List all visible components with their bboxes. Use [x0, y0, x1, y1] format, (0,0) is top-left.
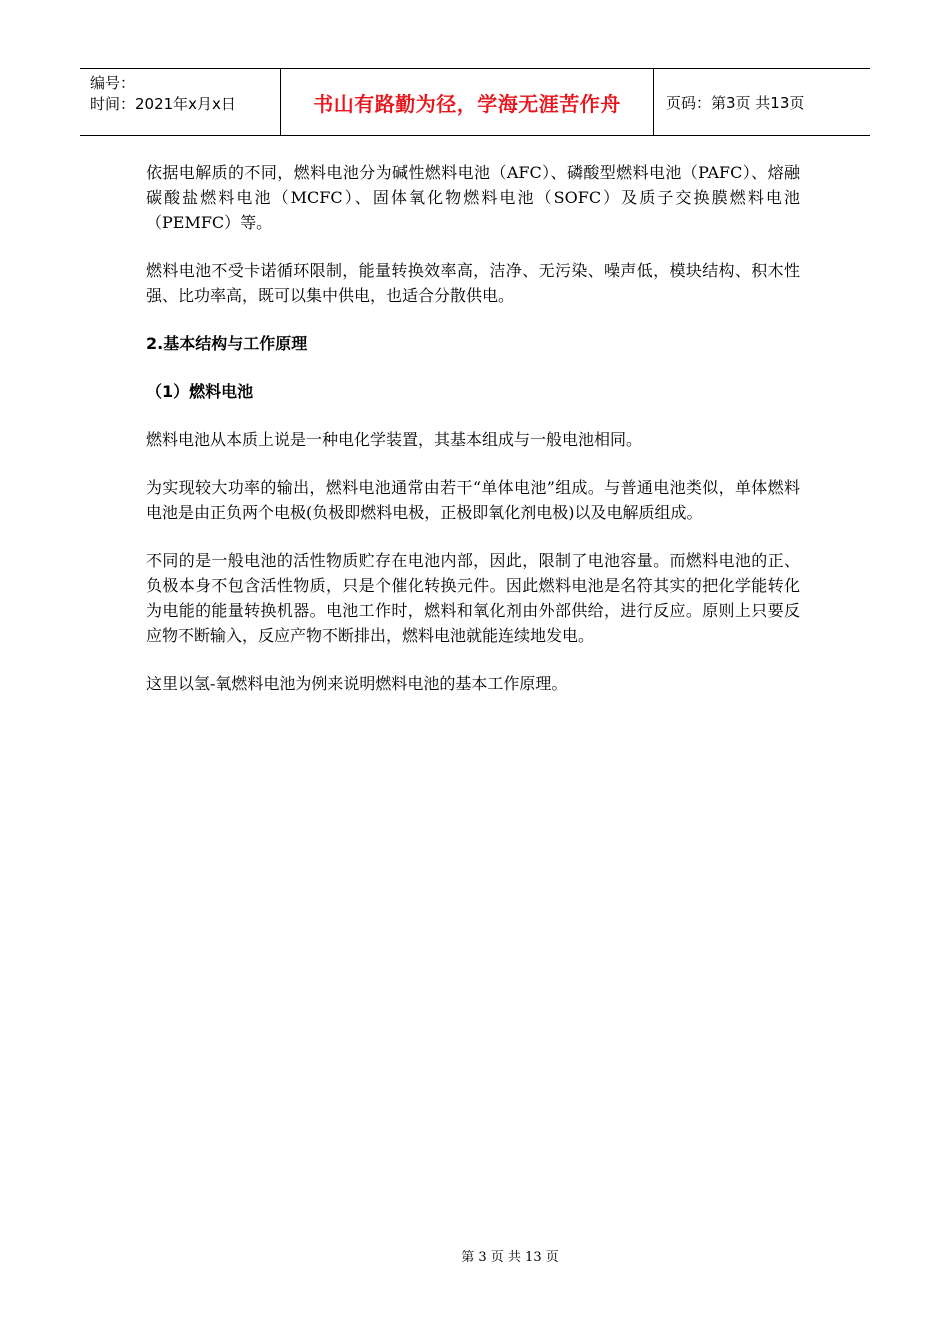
- header-meta-cell: [80, 69, 281, 135]
- document-time-label: 时间：2021年x月x日: [90, 95, 236, 113]
- section-heading: 2.基本结构与工作原理: [146, 334, 308, 353]
- sub-heading: （1）燃料电池: [146, 382, 254, 401]
- document-header: [80, 68, 870, 136]
- paragraph-example: 这里以氢-氧燃料电池为例来说明燃料电池的基本工作原理。: [146, 674, 568, 693]
- header-page-info: 页码：第3页 共13页: [666, 93, 805, 112]
- paragraph-electrolyte-types: 依据电解质的不同，燃料电池分为碱性燃料电池（AFC）、磷酸型燃料电池（PAFC）、熔融碳酸盐燃料电池（MCFC）、固体氧化物燃料电池（SOFC）及质子交换膜燃料电池（PEMFC）等。: [146, 163, 800, 232]
- document-body: [146, 160, 800, 719]
- header-motto: 书山有路勤为径，学海无涯苦作舟: [281, 69, 654, 135]
- page-footer: 第 3 页 共 13 页: [461, 1250, 559, 1265]
- document-number-label: 编号：: [90, 74, 136, 92]
- paragraph-essence: 燃料电池从本质上说是一种电化学装置，其基本组成与一般电池相同。: [146, 430, 643, 449]
- paragraph-single-cell: 为实现较大功率的输出，燃料电池通常由若干“单体电池”组成。与普通电池类似，单体燃料电池是由正负两个电极(负极即燃料电极，正极即氧化剂电极)以及电解质组成。: [146, 478, 800, 522]
- paragraph-advantages: 燃料电池不受卡诺循环限制，能量转换效率高，洁净、无污染、噪声低，模块结构、积木性强、比功率高，既可以集中供电，也适合分散供电。: [146, 261, 800, 305]
- paragraph-difference: 不同的是一般电池的活性物质贮存在电池内部，因此，限制了电池容量。而燃料电池的正、负极本身不包含活性物质，只是个催化转换元件。因此燃料电池是名符其实的把化学能转化为电能的能量转换机器。电池工作时，燃料和氧化剂由外部供给，进行反应。原则上只要反应物不断输入，反应产物不断排出，燃料电池就能连续地发电。: [146, 551, 800, 645]
